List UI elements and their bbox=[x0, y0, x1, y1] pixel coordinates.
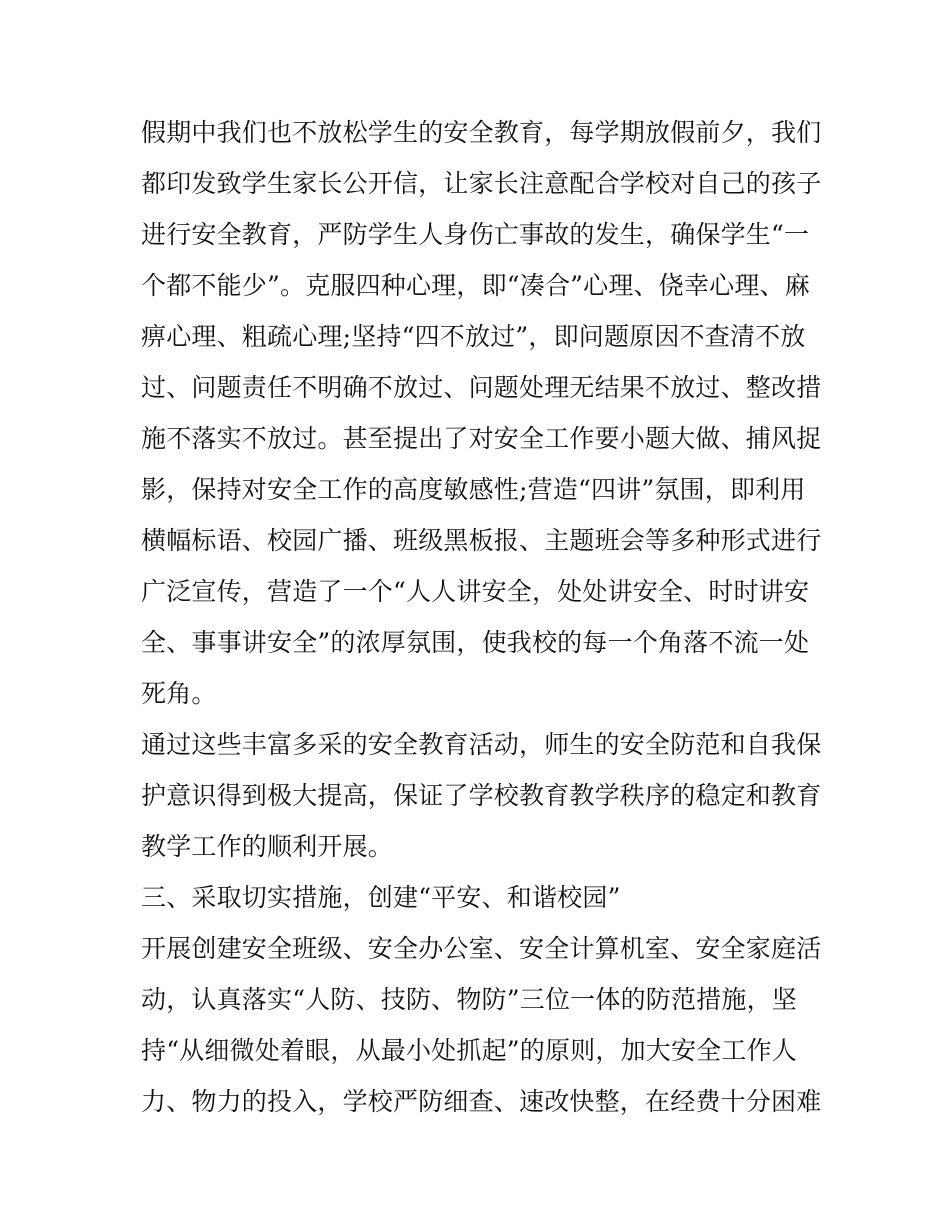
section-heading: 三、采取切实措施，创建“平安、和谐校园” bbox=[141, 883, 621, 912]
text-line: 痹心理、粗疏心理;坚持“四不放过”，即问题原因不查清不放 bbox=[141, 322, 806, 351]
text-line: 全、事事讲安全”的浓厚氛围，使我校的每一个角落不流一处 bbox=[141, 628, 810, 657]
text-line: 动，认真落实“人防、技防、物防”三位一体的防范措施，坚 bbox=[141, 985, 797, 1014]
text-line: 通过这些丰富多采的安全教育活动，师生的安全防范和自我保 bbox=[141, 730, 822, 759]
text-line: 个都不能少”。克服四种心理，即“凑合”心理、侥幸心理、麻 bbox=[141, 271, 810, 300]
body-text bbox=[141, 107, 821, 1127]
text-line: 进行安全教育，严防学生人身伤亡事故的发生，确保学生“一 bbox=[141, 220, 810, 249]
text-line: 都印发致学生家长公开信，让家长注意配合学校对自己的孩子 bbox=[141, 169, 822, 198]
text-line: 开展创建安全班级、安全办公室、安全计算机室、安全家庭活 bbox=[141, 934, 822, 963]
text-line: 力、物力的投入，学校严防细查、速改快整，在经费十分困难 bbox=[141, 1087, 822, 1116]
text-line: 过、问题责任不明确不放过、问题处理无结果不放过、整改措 bbox=[141, 373, 822, 402]
text-line: 横幅标语、校园广播、班级黑板报、主题班会等多种形式进行 bbox=[141, 526, 822, 555]
text-line: 护意识得到极大提高，保证了学校教育教学秩序的稳定和教育 bbox=[141, 781, 822, 810]
text-line: 施不落实不放过。甚至提出了对安全工作要小题大做、捕风捉 bbox=[141, 424, 822, 453]
text-line: 持“从细微处着眼，从最小处抓起”的原则，加大安全工作人 bbox=[141, 1036, 797, 1065]
text-line: 死角。 bbox=[141, 679, 217, 708]
text-line: 广泛宣传，营造了一个“人人讲安全，处处讲安全、时时讲安 bbox=[141, 577, 810, 606]
text-line: 假期中我们也不放松学生的安全教育，每学期放假前夕，我们 bbox=[141, 118, 822, 147]
text-line: 影，保持对安全工作的高度敏感性;营造“四讲”氛围，即利用 bbox=[141, 475, 806, 504]
text-line: 教学工作的顺利开展。 bbox=[141, 832, 394, 861]
